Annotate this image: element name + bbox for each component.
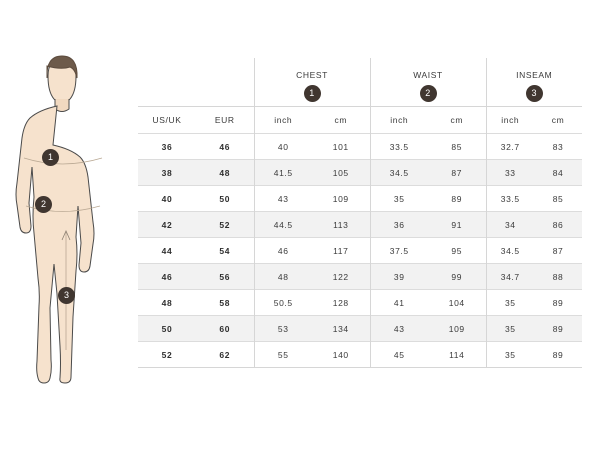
column-header-inseam-cm: cm	[534, 107, 582, 134]
cell-waist-cm: 114	[428, 342, 486, 368]
cell-us-uk: 36	[138, 134, 196, 160]
cell-chest-inch: 43	[254, 186, 312, 212]
group-label-inseam: INSEAM	[486, 58, 582, 80]
cell-inseam-cm: 89	[534, 316, 582, 342]
body-illustration	[0, 0, 130, 450]
cell-us-uk: 42	[138, 212, 196, 238]
cell-waist-cm: 99	[428, 264, 486, 290]
table-row	[138, 212, 582, 238]
group-marker-waist-cell	[370, 80, 486, 107]
marker-2-icon: 2	[420, 85, 437, 102]
cell-waist-inch: 45	[370, 342, 428, 368]
cell-us-uk: 46	[138, 264, 196, 290]
size-table-wrapper	[138, 58, 582, 368]
cell-inseam-inch: 34	[486, 212, 534, 238]
table-row	[138, 238, 582, 264]
cell-inseam-cm: 83	[534, 134, 582, 160]
group-label-waist: WAIST	[370, 58, 486, 80]
table-header-row	[138, 107, 582, 134]
cell-waist-cm: 104	[428, 290, 486, 316]
cell-inseam-inch: 33.5	[486, 186, 534, 212]
cell-eur: 62	[196, 342, 254, 368]
cell-eur: 46	[196, 134, 254, 160]
table-row	[138, 342, 582, 368]
cell-us-uk: 50	[138, 316, 196, 342]
cell-inseam-inch: 32.7	[486, 134, 534, 160]
cell-inseam-inch: 35	[486, 316, 534, 342]
cell-inseam-inch: 34.7	[486, 264, 534, 290]
cell-waist-inch: 36	[370, 212, 428, 238]
group-marker-inseam-cell	[486, 80, 582, 107]
column-header-chest-inch: inch	[254, 107, 312, 134]
table-row	[138, 316, 582, 342]
figure-marker-1: 1	[42, 149, 59, 166]
cell-chest-cm: 122	[312, 264, 370, 290]
cell-waist-cm: 89	[428, 186, 486, 212]
cell-us-uk: 38	[138, 160, 196, 186]
table-row	[138, 264, 582, 290]
marker-3-icon: 3	[526, 85, 543, 102]
column-header-inseam-inch: inch	[486, 107, 534, 134]
cell-chest-cm: 101	[312, 134, 370, 160]
cell-waist-inch: 39	[370, 264, 428, 290]
cell-chest-cm: 109	[312, 186, 370, 212]
cell-chest-inch: 41.5	[254, 160, 312, 186]
cell-inseam-inch: 33	[486, 160, 534, 186]
cell-waist-inch: 41	[370, 290, 428, 316]
figure-marker-2: 2	[35, 196, 52, 213]
cell-waist-inch: 35	[370, 186, 428, 212]
table-row	[138, 160, 582, 186]
cell-chest-inch: 53	[254, 316, 312, 342]
cell-waist-inch: 33.5	[370, 134, 428, 160]
cell-chest-inch: 50.5	[254, 290, 312, 316]
cell-chest-inch: 46	[254, 238, 312, 264]
cell-us-uk: 44	[138, 238, 196, 264]
table-row	[138, 134, 582, 160]
cell-waist-cm: 109	[428, 316, 486, 342]
cell-inseam-cm: 87	[534, 238, 582, 264]
cell-inseam-cm: 85	[534, 186, 582, 212]
cell-chest-cm: 105	[312, 160, 370, 186]
column-header-eur: EUR	[196, 107, 254, 134]
cell-inseam-inch: 34.5	[486, 238, 534, 264]
group-label-row	[138, 58, 582, 80]
cell-eur: 58	[196, 290, 254, 316]
group-label-chest: CHEST	[254, 58, 370, 80]
cell-waist-inch: 34.5	[370, 160, 428, 186]
cell-chest-inch: 40	[254, 134, 312, 160]
cell-eur: 50	[196, 186, 254, 212]
cell-waist-cm: 87	[428, 160, 486, 186]
cell-us-uk: 40	[138, 186, 196, 212]
cell-chest-cm: 117	[312, 238, 370, 264]
cell-chest-inch: 48	[254, 264, 312, 290]
column-header-waist-inch: inch	[370, 107, 428, 134]
cell-us-uk: 52	[138, 342, 196, 368]
table-row	[138, 186, 582, 212]
cell-waist-inch: 37.5	[370, 238, 428, 264]
cell-inseam-cm: 89	[534, 290, 582, 316]
cell-eur: 60	[196, 316, 254, 342]
cell-inseam-cm: 88	[534, 264, 582, 290]
cell-eur: 54	[196, 238, 254, 264]
group-marker-chest-cell	[254, 80, 370, 107]
male-body-measurement-figure	[0, 0, 130, 450]
marker-1-icon: 1	[304, 85, 321, 102]
cell-eur: 56	[196, 264, 254, 290]
cell-waist-cm: 95	[428, 238, 486, 264]
cell-inseam-cm: 86	[534, 212, 582, 238]
cell-inseam-cm: 84	[534, 160, 582, 186]
table-row	[138, 290, 582, 316]
group-marker-row	[138, 80, 582, 107]
cell-inseam-inch: 35	[486, 342, 534, 368]
cell-chest-inch: 44.5	[254, 212, 312, 238]
cell-inseam-cm: 89	[534, 342, 582, 368]
figure-marker-3: 3	[58, 287, 75, 304]
cell-waist-cm: 85	[428, 134, 486, 160]
column-header-us-uk: US/UK	[138, 107, 196, 134]
cell-chest-inch: 55	[254, 342, 312, 368]
cell-waist-inch: 43	[370, 316, 428, 342]
cell-eur: 52	[196, 212, 254, 238]
cell-chest-cm: 140	[312, 342, 370, 368]
cell-chest-cm: 128	[312, 290, 370, 316]
size-table	[138, 58, 582, 368]
column-header-chest-cm: cm	[312, 107, 370, 134]
cell-inseam-inch: 35	[486, 290, 534, 316]
group-label-size	[138, 58, 196, 80]
cell-eur: 48	[196, 160, 254, 186]
column-header-waist-cm: cm	[428, 107, 486, 134]
cell-us-uk: 48	[138, 290, 196, 316]
table-bottom-rule	[138, 368, 582, 369]
cell-chest-cm: 113	[312, 212, 370, 238]
cell-waist-cm: 91	[428, 212, 486, 238]
cell-chest-cm: 134	[312, 316, 370, 342]
